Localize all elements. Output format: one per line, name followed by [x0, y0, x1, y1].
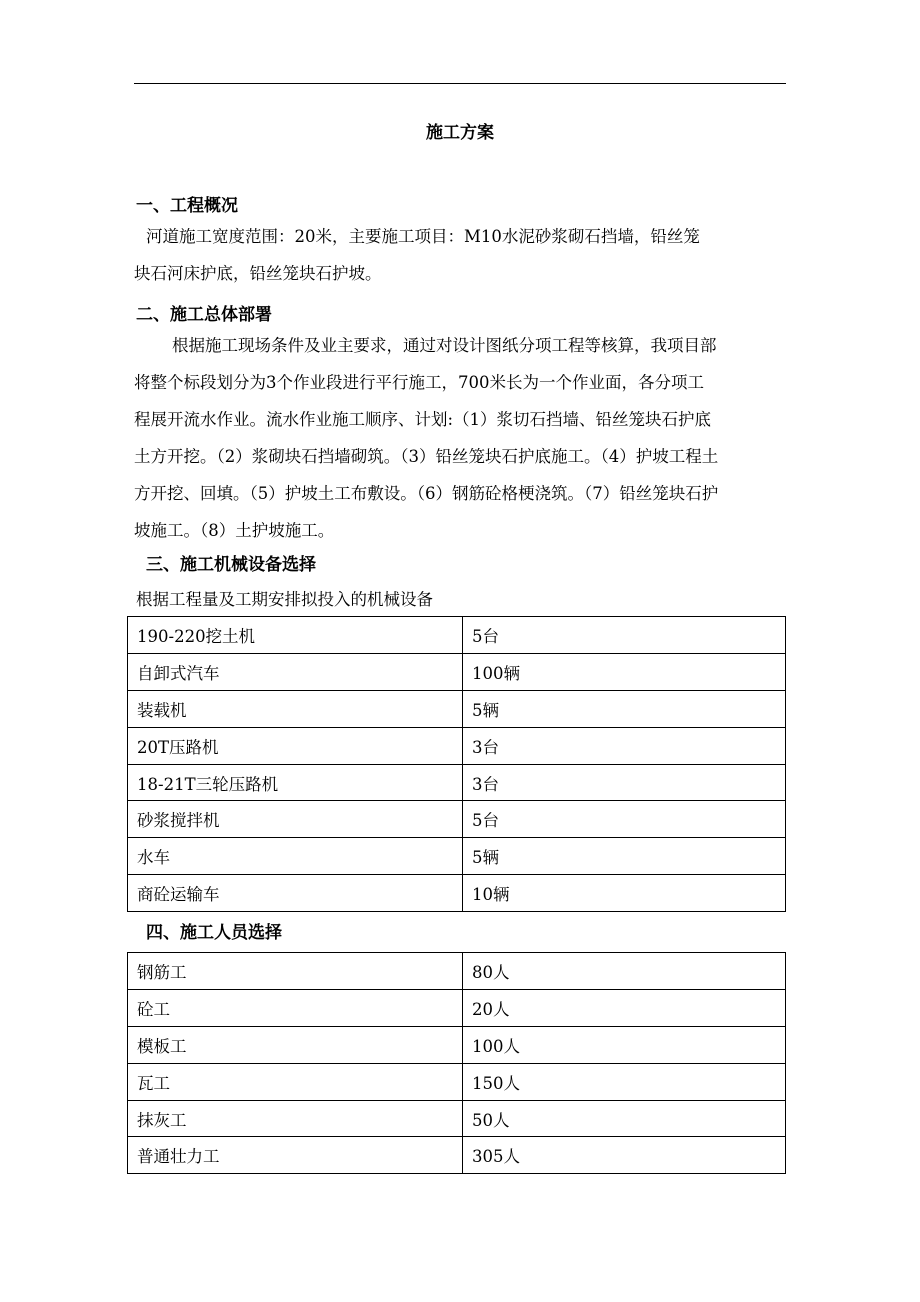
table-row — [128, 1026, 786, 1063]
equipment-qty: 5台 — [463, 801, 786, 838]
personnel-table — [127, 952, 786, 1174]
equipment-qty: 100辆 — [463, 653, 786, 690]
section-2-paragraph — [134, 327, 786, 549]
paragraph-line: 土方开挖。（2）浆砌块石挡墙砌筑。（3）铅丝笼块石护底施工。（4）护坡工程土 — [134, 447, 719, 466]
header-rule — [134, 83, 786, 84]
equipment-name: 砂浆搅拌机 — [128, 801, 463, 838]
paragraph-line: 块石河床护底，铅丝笼块石护坡。 — [134, 264, 382, 283]
section-1-heading: 一、工程概况 — [136, 196, 238, 216]
equipment-name: 商砼运输车 — [128, 875, 463, 912]
worker-count: 80人 — [463, 953, 786, 990]
table-row — [128, 838, 786, 875]
equipment-name: 水车 — [128, 838, 463, 875]
equipment-name: 20T压路机 — [128, 727, 463, 764]
table-row — [128, 1100, 786, 1137]
table-row — [128, 953, 786, 990]
paragraph-line: 坡施工。（8）土护坡施工。 — [134, 521, 335, 540]
table-row — [128, 690, 786, 727]
worker-type: 抹灰工 — [128, 1100, 463, 1137]
paragraph-line: 河道施工宽度范围：20米，主要施工项目：M10水泥砂浆砌石挡墙，铅丝笼 — [146, 227, 700, 246]
equipment-qty: 10辆 — [463, 875, 786, 912]
document-title: 施工方案 — [426, 123, 494, 143]
equipment-name: 装载机 — [128, 690, 463, 727]
paragraph-line: 将整个标段划分为3个作业段进行平行施工，700米长为一个作业面，各分项工 — [134, 373, 704, 392]
paragraph-line: 根据施工现场条件及业主要求，通过对设计图纸分项工程等核算，我项目部 — [172, 336, 717, 355]
section-3-heading: 三、施工机械设备选择 — [146, 555, 316, 575]
equipment-table — [127, 616, 786, 912]
table-row — [128, 727, 786, 764]
equipment-qty: 5台 — [463, 617, 786, 654]
equipment-name: 自卸式汽车 — [128, 653, 463, 690]
table-row — [128, 653, 786, 690]
equipment-qty: 5辆 — [463, 838, 786, 875]
table-row — [128, 764, 786, 801]
equipment-qty: 3台 — [463, 764, 786, 801]
table-row — [128, 875, 786, 912]
worker-count: 305人 — [463, 1137, 786, 1174]
paragraph-line: 方开挖、回填。（5）护坡土工布敷设。（6）钢筋砼格梗浇筑。（7）铅丝笼块石护 — [134, 484, 719, 503]
section-4-heading: 四、施工人员选择 — [146, 923, 282, 943]
worker-count: 20人 — [463, 989, 786, 1026]
worker-count: 100人 — [463, 1026, 786, 1063]
worker-type: 砼工 — [128, 989, 463, 1026]
table-row — [128, 617, 786, 654]
worker-type: 钢筋工 — [128, 953, 463, 990]
worker-count: 50人 — [463, 1100, 786, 1137]
equipment-name: 190-220挖土机 — [128, 617, 463, 654]
worker-type: 瓦工 — [128, 1063, 463, 1100]
worker-type: 模板工 — [128, 1026, 463, 1063]
paragraph-line: 程展开流水作业。流水作业施工顺序、计划:（1）浆切石挡墙、铅丝笼块石护底 — [134, 410, 712, 429]
table-row — [128, 989, 786, 1026]
worker-count: 150人 — [463, 1063, 786, 1100]
section-1-paragraph — [134, 218, 786, 292]
table-row — [128, 1063, 786, 1100]
table-row — [128, 1137, 786, 1174]
worker-type: 普通壮力工 — [128, 1137, 463, 1174]
section-2-heading: 二、施工总体部署 — [136, 305, 272, 325]
section-3-intro: 根据工程量及工期安排拟投入的机械设备 — [136, 590, 433, 609]
equipment-qty: 3台 — [463, 727, 786, 764]
equipment-name: 18-21T三轮压路机 — [128, 764, 463, 801]
equipment-qty: 5辆 — [463, 690, 786, 727]
table-row — [128, 801, 786, 838]
